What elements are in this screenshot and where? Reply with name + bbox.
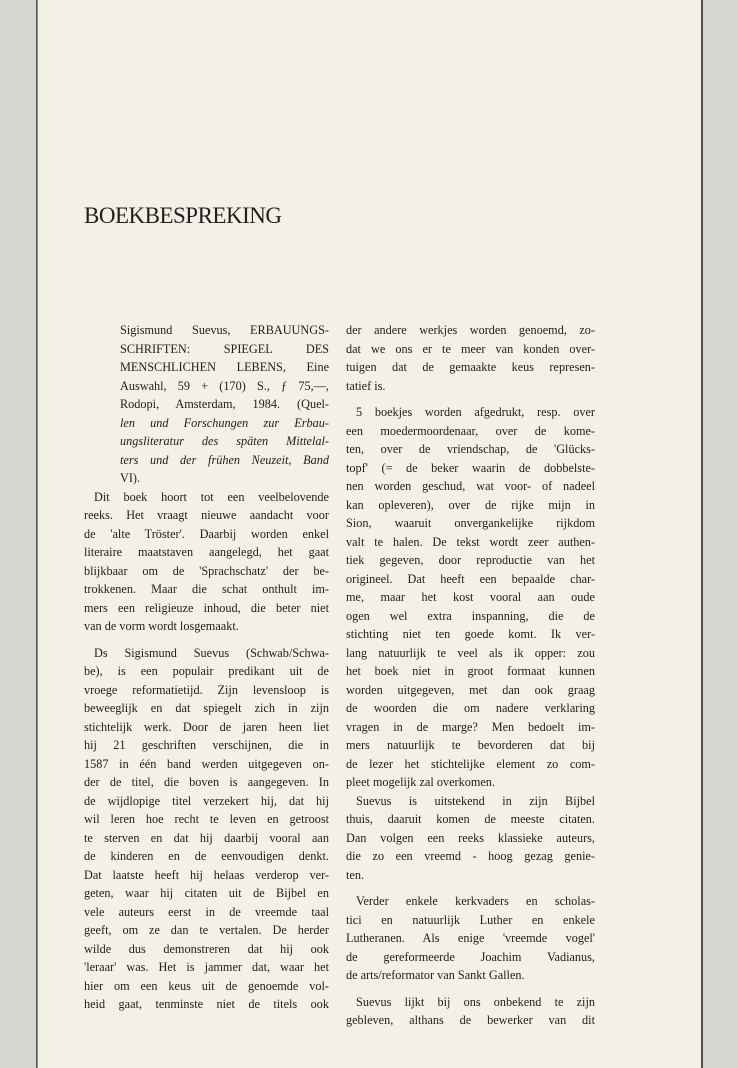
paragraph-gap <box>346 985 595 993</box>
text-line: stichting niet ten goede komt. Ik ver- <box>346 627 595 641</box>
biblio-line: Sigismund Suevus, ERBAUUNGS- <box>120 323 329 337</box>
text-line: origineel. Dat heeft een bepaalde char- <box>346 571 595 586</box>
text-line: mers een religieuze inhoud, die beter niet <box>84 600 329 615</box>
text-line: der de titel, die boven is aangegeven. In <box>84 775 329 789</box>
paragraph <box>84 644 329 1014</box>
text-line: Suevus is uitstekend in zijn Bijbel <box>356 793 595 808</box>
text-line: 1587 in één band werden uitgegeven on- <box>84 756 329 771</box>
text-line: het boek niet in groot formaat kunnen <box>346 664 595 678</box>
text-line: Dit boek hoort tot een veelbelovende <box>94 489 329 504</box>
text-line: te sterven en dat hij daarbij vooral aan <box>84 830 329 845</box>
text-line: Ds Sigismund Suevus (Schwab/Schwa- <box>94 645 329 660</box>
text-line: blijkbaar om de 'Sprachschatz' der be- <box>84 563 329 578</box>
text-line: hij 21 geschriften verschijnen, die in <box>84 738 329 752</box>
text-line: gebleven, althans de bewerker van dit <box>346 1013 595 1027</box>
text-line: de 'alte Tröster'. Daarbij worden enkel <box>84 526 329 541</box>
text-line: dat we ons er te meer van konden over- <box>346 341 595 356</box>
biblio-line: Rodopi, Amsterdam, 1984. (Quel- <box>120 397 329 411</box>
biblio-line: ungsliteratur des späten Mittelal- <box>120 434 329 448</box>
text-line: tiek gegeven, door reproductie van het <box>346 553 595 567</box>
text-line: ten. <box>346 867 365 882</box>
text-line: vele auteurs eerst in de vreemde taal <box>84 904 329 919</box>
text-line: tici en natuurlijk Luther en enkele <box>346 912 595 927</box>
text-line: reeks. Het vraagt nieuwe aandacht voor <box>84 508 329 522</box>
text-line: kan opleveren), over de rijke mijn in <box>346 497 595 512</box>
text-line: de arts/reformator van Sankt Gallen. <box>346 968 525 982</box>
text-line: nen worden geschud, wat voor- of nadeel <box>346 479 595 493</box>
text-line: topf' (= de beker waarin de dobbelste- <box>346 460 595 475</box>
text-line: wilde dus demonstreren dat hij ook <box>84 941 329 956</box>
text-line: vragen in de marge? Men bedoelt im- <box>346 719 595 734</box>
text-line: die zo een vreemd - hoog gezag genie- <box>346 849 595 863</box>
text-line: beweeglijk en dat spiegelt zich in zijn <box>84 701 329 715</box>
text-line: stichtelijk werk. Door de jaren heen liet <box>84 719 329 734</box>
text-line: tatief is. <box>346 378 386 393</box>
text-line: literaire maatstaven aangelegd, het gaat <box>84 545 329 559</box>
text-line: pleet mogelijk zal overkomen. <box>346 775 495 789</box>
text-line: Dan volgen een reeks klassieke auteurs, <box>346 830 595 845</box>
text-line: hier om een keus uit de genoemde vol- <box>84 978 329 993</box>
biblio-line: MENSCHLICHEN LEBENS, Eine <box>120 360 329 374</box>
text-line: valt te halen. De tekst wordt zeer authen- <box>346 534 595 549</box>
paragraph <box>84 488 329 636</box>
paragraph <box>346 993 595 1030</box>
text-line: thuis, daaruit komen de meeste citaten. <box>346 812 595 826</box>
bibliographic-entry <box>84 321 329 488</box>
text-line: lang natuurlijk te veel als ik opper: zou <box>346 645 595 660</box>
text-line: van de vorm wordt losgemaakt. <box>84 619 239 633</box>
biblio-line: ters und der frühen Neuzeit, Band <box>120 452 329 467</box>
right-scan-edge <box>701 0 703 1068</box>
text-line: me, maar het kost vooral aan oude <box>346 590 595 604</box>
text-line: Sion, waaruit onvergankelijke rijkdom <box>346 516 595 530</box>
text-line: 5 boekjes worden afgedrukt, resp. over <box>356 405 595 419</box>
text-line: de lezer het stichtelijke element zo com- <box>346 756 595 771</box>
paragraph-gap <box>346 395 595 403</box>
text-line: ten, over de vriendschap, de 'Glücks- <box>346 442 595 456</box>
text-line: de wijdlopige titel verzekert hij, dat hij <box>84 793 329 808</box>
text-line: heid gaat, tenminste niet de titels ook <box>84 997 329 1011</box>
text-line: de kinderen en de eenvoudigen denkt. <box>84 849 329 863</box>
paragraph <box>346 403 595 792</box>
text-line: ogen wel extra inspanning, die de <box>346 608 595 623</box>
text-line: tuigen dat de gemaakte keus represen- <box>346 360 595 374</box>
paragraph-gap <box>84 636 329 644</box>
biblio-line: SCHRIFTEN: SPIEGEL DES <box>120 341 329 356</box>
text-line: wil leren hoe recht te leven en getroost <box>84 812 329 826</box>
text-line: Lutheranen. Als enige 'vreemde vogel' <box>346 931 595 945</box>
paragraph <box>346 892 595 985</box>
text-line: een moedermoordenaar, over de kome- <box>346 423 595 438</box>
paragraph <box>346 792 595 885</box>
text-line: geten, waar hij citaten uit de Bijbel en <box>84 886 329 900</box>
paragraph-gap <box>346 884 595 892</box>
text-line: trokkenen. Maar die schat onthult im- <box>84 582 329 596</box>
right-text-column <box>346 321 595 1030</box>
page-heading: BOEKBESPREKING <box>84 203 282 228</box>
text-line: vroege reformatietijd. Zijn levensloop is <box>84 682 329 697</box>
biblio-line: Auswahl, 59 + (170) S., ƒ 75,—, <box>120 378 329 393</box>
biblio-line: len und Forschungen zur Erbau- <box>120 415 329 430</box>
text-line: de woorden die om nadere verklaring <box>346 701 595 715</box>
text-line: 'leraar' was. Het is jammer dat, waar het <box>84 960 329 974</box>
text-line: der andere werkjes worden genoemd, zo- <box>346 323 595 337</box>
text-line: Dat laatste heeft hij helaas verderop ver- <box>84 867 329 882</box>
text-line: geeft, om ze dan te vertalen. De herder <box>84 923 329 937</box>
biblio-line: VI). <box>120 471 141 485</box>
text-line: be), is een populair predikant uit de <box>84 664 329 678</box>
text-line: de gereformeerde Joachim Vadianus, <box>346 949 595 964</box>
paragraph <box>346 321 595 395</box>
left-text-column <box>84 321 329 1014</box>
text-line: mers natuurlijk te bevorderen dat bij <box>346 738 595 752</box>
text-line: Verder enkele kerkvaders en scholas- <box>356 894 595 908</box>
text-line: Suevus lijkt bij ons onbekend te zijn <box>356 994 595 1009</box>
text-line: worden uitgegeven, met dan ook graag <box>346 682 595 697</box>
